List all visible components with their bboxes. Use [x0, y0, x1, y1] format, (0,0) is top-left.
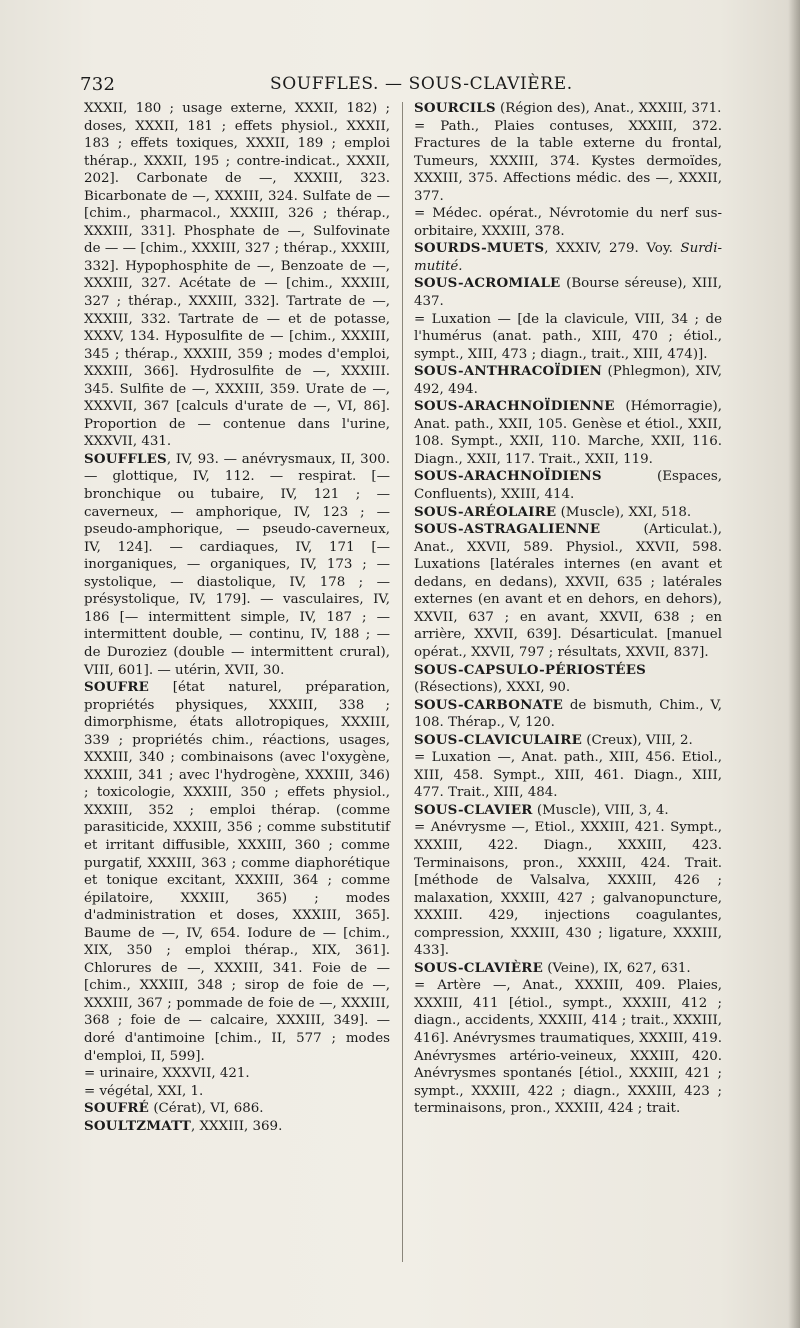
index-entry	[414, 398, 722, 468]
entry-text: (Bourse séreuse), XIII, 437.	[414, 276, 722, 310]
entry-text: = végétal, XXI, 1.	[84, 1083, 204, 1099]
entry-headword: SOUS-ARÉOLAIRE	[414, 503, 557, 520]
entry-headword: SOUS-ARACHNOÏDIENS	[414, 468, 602, 485]
index-entry	[84, 679, 390, 1065]
entry-text: = Luxation — [de la clavicule, VIII, 34 ; de l'humérus (anat. path., XIII, 470 ; étiol., sympt., XIII, 473 ; diagn., trait., XIII, 474)].	[414, 311, 722, 362]
entry-text: (Résections), XXXI, 90.	[414, 680, 571, 696]
entry-text: = Luxation —, Anat. path., XIII, 456. Etiol., XIII, 458. Sympt., XIII, 461. Diagn., XIII, 477. Trait., XIII, 484.	[414, 750, 722, 801]
entry-text: (Articulat.), Anat., XXVII, 589. Physiol., XXVII, 598. Luxations [latérales internes (en avant et dedans, en dedans), XXVII, 635 ; latérales externes (en avant et en dehors, en dehors), XXVII, 637 ; en avant, XXVII, 638 ; en arrière, XXVII, 639]. Désarticulat. [manuel opérat., XXVII, 797 ; résultats, XXVII, 837].	[414, 522, 722, 660]
entry-text: (Espaces, Confluents), XXIII, 414.	[414, 469, 722, 503]
index-entry	[414, 311, 722, 364]
entry-text: (Muscle), XXI, 518.	[556, 504, 692, 520]
index-entry	[414, 960, 722, 978]
index-entry	[414, 749, 722, 802]
entry-headword: SOUS-ACROMIALE	[414, 275, 561, 292]
entry-headword: SOUFRE	[84, 679, 150, 696]
entry-italic-ref: Surdi-mutité.	[414, 241, 722, 274]
index-entry	[414, 977, 722, 1117]
entry-text: (Phlegmon), XIV, 492, 494.	[414, 364, 722, 397]
entry-headword: SOUS-ASTRAGALIENNE	[414, 521, 601, 538]
entry-text: = Path., Plaies contuses, XXXIII, 372. Fractures de la table externe du frontal, Tumeurs, XXXIII, 374. Kystes dermoïdes, XXXIII, 375. Affections médic. des —, XXXII, 377.	[414, 118, 722, 204]
entry-headword: SOUS-CAPSULO-PÉRIOSTÉES	[414, 661, 646, 678]
index-entry	[414, 732, 722, 750]
entry-headword: SOULTZMATT	[84, 1117, 192, 1134]
index-entry	[84, 1065, 390, 1083]
index-columns	[84, 100, 740, 1300]
entry-headword: SOUS-CLAVIER	[414, 801, 533, 818]
index-entry	[414, 100, 722, 118]
page-edge-shadow	[788, 0, 800, 1328]
entry-text: (Muscle), VIII, 3, 4.	[532, 802, 669, 818]
index-entry	[84, 1083, 390, 1101]
index-entry	[414, 205, 722, 240]
index-entry	[414, 662, 722, 697]
entry-text: = Artère —, Anat., XXXIII, 409. Plaies, XXXIII, 411 [étiol., sympt., XXXIII, 412 ; diagn., accidents, XXXIII, 414 ; trait., XXXIII, 416]. Anévrysmes traumatiques, XXXIII, 419. Anévrysmes artério-veineux, XXXIII, 420. Anévrysmes spontanés [étiol., XXXIII, 421 ; sympt., XXXIII, 422 ; diagn., XXXIII, 423 ; terminaisons, pron., XXXIII, 424 ; trait.	[414, 978, 722, 1117]
entry-text: (Veine), IX, 627, 631.	[543, 960, 691, 976]
entry-text: , IV, 93. — anévrysmaux, II, 300. — glottique, IV, 112. — respirat. [— bronchique ou tubaire, IV, 121 ; — caverneux, — amphorique, IV, 123 ; — pseudo-amphorique, — pseudo-caverneux, IV, 124]. — cardiaques, IV, 171 [— inorganiques, — organiques, IV, 173 ; — systolique, — diastolique, IV, 178 ; — présystolique, IV, 179]. — vasculaires, IV, 186 [— intermittent simple, IV, 187 ; — intermittent double, — continu, IV, 188 ; — de Duroziez (double — intermittent crural), VIII, 601]. — utérin, XVII, 30.	[84, 451, 390, 678]
entry-text: , XXXIII, 369.	[191, 1118, 283, 1134]
entry-headword: SOUFFLES	[84, 450, 167, 467]
index-entry	[414, 240, 722, 275]
index-entry	[414, 275, 722, 310]
entry-text: = Médec. opérat., Névrotomie du nerf sus-orbitaire, XXXIII, 378.	[414, 206, 722, 239]
entry-text: [état naturel, préparation, propriétés physiques, XXXIII, 338 ; dimorphisme, états allotropiques, XXXIII, 339 ; propriétés chim., réactions, usages, XXXIII, 340 ; combinaisons (avec l'oxygène, XXXIII, 341 ; avec l'hydrogène, XXXIII, 346) ; toxicologie, XXXIII, 350 ; effets physiol., XXXIII, 352 ; emploi thérap. (comme parasiticide, XXXIII, 356 ; comme substitutif et irritant diffusible, XXXIII, 360 ; comme purgatif, XXXIII, 363 ; comme diaphorétique et tonique excitant, XXXIII, 364 ; comme épilatoire, XXXIII, 365) ; modes d'administration et doses, XXXIII, 365]. Baume de —, IV, 654. Iodure de — [chim., XIX, 350 ; emploi thérap., XIX, 361]. Chlorures de —, XXXIII, 341. Foie de — [chim., XXXIII, 348 ; sirop de foie de —, XXXIII, 367 ; pommade de foie de —, XXXIII, 368 ; foie de — calcaire, XXXIII, 349]. — doré d'antimoine [chim., II, 577 ; modes d'emploi, II, 599].	[84, 680, 390, 1064]
entry-text: = Anévrysme —, Etiol., XXXIII, 421. Sympt., XXXIII, 422. Diagn., XXXIII, 423. Terminaisons, pron., XXXIII, 424. Trait. [méthode de Valsalva, XXXIII, 426 ; malaxation, XXXIII, 427 ; galvanopuncture, XXXIII. 429, injections coagulantes, compression, XXXIII, 430 ; ligature, XXXIII, 433].	[414, 820, 722, 959]
entry-headword: SOUS-ANTHRACOÏDIEN	[414, 363, 603, 380]
entry-headword: SOURDS-MUETS	[414, 240, 545, 257]
index-entry	[414, 802, 722, 820]
entry-text: = urinaire, XXXVII, 421.	[84, 1066, 250, 1082]
entry-text: (Cérat), VI, 686.	[149, 1101, 264, 1117]
entry-headword: SOURCILS	[414, 100, 496, 116]
index-entry	[414, 363, 722, 398]
index-entry	[84, 1118, 390, 1136]
entry-headword: SOUS-ARACHNOÏDIENNE	[414, 398, 615, 415]
page-number: 732	[80, 74, 116, 95]
index-entry	[84, 100, 390, 451]
index-entry	[414, 697, 722, 732]
entry-headword: SOUS-CLAVICULAIRE	[414, 731, 583, 748]
right-column	[414, 100, 722, 1118]
entry-text: de bismuth, Chim., V, 108. Thérap., V, 120.	[414, 697, 722, 731]
entry-text: (Creux), VIII, 2.	[582, 732, 693, 748]
entry-headword: SOUFRÉ	[84, 1100, 150, 1117]
index-entry	[414, 504, 722, 522]
entry-headword: SOUS-CARBONATE	[414, 696, 564, 713]
entry-text: XXXII, 180 ; usage externe, XXXII, 182) ; doses, XXXII, 181 ; effets physiol., XXXII, 183 ; effets toxiques, XXXII, 189 ; emploi thérap., XXXII, 195 ; contre-indicat., XXXII, 202]. Carbonate de —, XXXIII, 323. Bicarbonate de —, XXXIII, 324. Sulfate de — [chim., pharmacol., XXXIII, 326 ; thérap., XXXIII, 331]. Phosphate de —, Sulfovinate de — — [chim., XXXIII, 327 ; thérap., XXXIII, 332]. Hypophosphite de —, Benzoate de —, XXXIII, 327. Acétate de — [chim., XXXIII, 327 ; thérap., XXXIII, 332]. Tartrate de —, XXXIII, 332. Tartrate de — et de potasse, XXXV, 134. Hyposulfite de — [chim., XXXIII, 345 ; thérap., XXXIII, 359 ; modes d'emploi, XXXIII, 366]. Hydrosulfite de —, XXXIII. 345. Sulfite de —, XXXIII, 359. Urate de —, XXXVII, 367 [calculs d'urate de —, VI, 86]. Proportion de — contenue dans l'urine, XXXVII, 431.	[84, 101, 390, 450]
index-entry	[84, 451, 390, 679]
entry-text: (Hémorragie), Anat. path., XXII, 105. Genèse et étiol., XXII, 108. Sympt., XXII, 110. Marche, XXII, 116. Diagn., XXII, 117. Trait., XXII, 119.	[414, 399, 722, 467]
entry-headword: SOUS-CLAVIÈRE	[414, 959, 544, 976]
index-entry	[84, 1100, 390, 1118]
index-entry	[414, 468, 722, 503]
running-title: SOUFFLES. — SOUS-CLAVIÈRE.	[270, 74, 573, 94]
entry-text: , XXXIV, 279. Voy.	[544, 241, 681, 257]
index-entry	[414, 118, 722, 206]
running-header	[80, 70, 750, 100]
index-entry	[414, 819, 722, 959]
left-column	[84, 100, 390, 1135]
index-entry	[414, 521, 722, 661]
entry-text: (Région des), Anat., XXXIII, 371.	[495, 101, 722, 116]
